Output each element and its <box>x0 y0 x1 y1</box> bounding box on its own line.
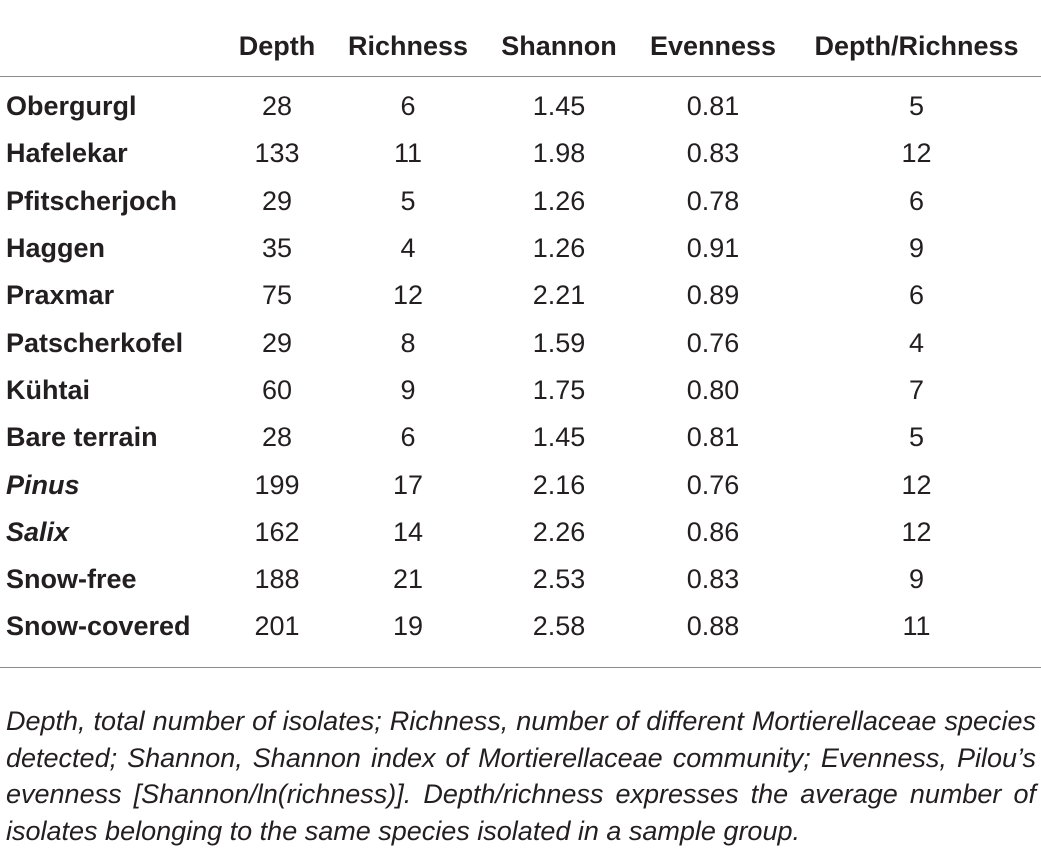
cell-richness: 12 <box>392 280 424 311</box>
cell-depth-richness: 12 <box>901 516 932 547</box>
cell-shannon: 1.26 <box>532 233 586 264</box>
header-cell-shannon: Shannon <box>484 16 634 77</box>
cell-depth-richness: 9 <box>908 233 925 264</box>
row-label: Snow-covered <box>6 611 191 642</box>
table-body <box>0 77 1041 657</box>
row-label: Salix <box>6 516 70 547</box>
row-label: Haggen <box>6 233 106 264</box>
row-label: Snow-free <box>6 564 137 595</box>
cell-richness: 9 <box>400 374 416 405</box>
row-label: Pinus <box>6 469 80 500</box>
cell-depth-richness: 11 <box>902 611 931 642</box>
cell-depth: 162 <box>254 516 300 547</box>
cell-depth-richness: 12 <box>901 138 932 169</box>
cell-richness: 4 <box>400 233 416 264</box>
cell-depth-richness: 6 <box>908 185 925 216</box>
header-cell-label <box>0 16 222 77</box>
row-label: Praxmar <box>6 280 115 311</box>
row-label: Bare terrain <box>6 422 158 453</box>
cell-depth-richness: 5 <box>908 91 925 122</box>
header-cell-depth-richness: Depth/Richness <box>792 16 1041 77</box>
cell-evenness: 0.83 <box>686 138 740 169</box>
cell-richness: 6 <box>400 91 416 122</box>
cell-richness: 21 <box>392 564 424 595</box>
cell-depth: 29 <box>261 185 293 216</box>
cell-evenness: 0.86 <box>686 516 740 547</box>
header-row <box>0 16 1041 77</box>
table-row <box>0 461 1041 508</box>
cell-depth-richness: 9 <box>908 564 925 595</box>
cell-shannon: 2.21 <box>532 280 586 311</box>
table-row <box>0 367 1041 414</box>
cell-evenness: 0.80 <box>686 374 740 405</box>
cell-shannon: 1.59 <box>532 327 586 358</box>
header-cell-evenness: Evenness <box>634 16 792 77</box>
cell-shannon: 1.98 <box>532 138 586 169</box>
table-row <box>0 178 1041 225</box>
table-row <box>0 603 1041 656</box>
cell-richness: 17 <box>392 469 424 500</box>
table-row <box>0 272 1041 319</box>
row-label: Patscherkofel <box>6 327 184 358</box>
table-row <box>0 319 1041 366</box>
cell-depth: 199 <box>254 469 300 500</box>
cell-richness: 5 <box>400 185 416 216</box>
row-label: Kühtai <box>6 374 90 405</box>
row-label: Hafelekar <box>6 138 128 169</box>
row-label: Pfitscherjoch <box>6 185 178 216</box>
cell-depth: 60 <box>261 374 293 405</box>
cell-depth-richness: 12 <box>901 469 932 500</box>
cell-evenness: 0.81 <box>686 91 740 122</box>
table-row <box>0 509 1041 556</box>
cell-richness: 6 <box>400 422 416 453</box>
cell-shannon: 2.58 <box>532 611 586 642</box>
cell-evenness: 0.88 <box>686 611 740 642</box>
table-row <box>0 414 1041 461</box>
cell-depth: 29 <box>261 327 293 358</box>
table-bottom-rule <box>0 667 1041 668</box>
cell-depth-richness: 5 <box>908 422 925 453</box>
cell-depth: 133 <box>254 138 300 169</box>
cell-shannon: 2.16 <box>532 469 586 500</box>
cell-depth: 201 <box>254 611 300 642</box>
cell-depth: 75 <box>261 280 293 311</box>
table-row <box>0 556 1041 603</box>
cell-shannon: 1.26 <box>532 185 586 216</box>
cell-depth: 28 <box>261 422 293 453</box>
cell-depth-richness: 7 <box>908 374 925 405</box>
table-footnote: Depth, total number of isolates; Richness, number of different Mortierellaceae species detected; Shannon, Shannon index of Mortierellaceae community; Evenness, Pilou’s evenness [Shannon/ln(richness)]. Depth/richness expresses the average number of isolates belonging to the same species isolated in a sample group. <box>6 706 1036 846</box>
cell-shannon: 2.53 <box>532 564 586 595</box>
cell-shannon: 1.45 <box>532 422 586 453</box>
cell-shannon: 1.45 <box>532 91 586 122</box>
cell-depth: 188 <box>254 564 300 595</box>
cell-evenness: 0.89 <box>686 280 740 311</box>
cell-shannon: 2.26 <box>532 516 586 547</box>
data-table <box>0 16 1041 657</box>
cell-evenness: 0.91 <box>686 233 740 264</box>
cell-evenness: 0.83 <box>686 564 740 595</box>
cell-shannon: 1.75 <box>532 374 586 405</box>
cell-richness: 14 <box>392 516 424 547</box>
table-row <box>0 130 1041 177</box>
cell-evenness: 0.76 <box>686 469 740 500</box>
cell-depth-richness: 4 <box>908 327 925 358</box>
cell-evenness: 0.81 <box>686 422 740 453</box>
header-cell-richness: Richness <box>332 16 484 77</box>
cell-richness: 19 <box>392 611 424 642</box>
cell-evenness: 0.78 <box>686 185 740 216</box>
cell-evenness: 0.76 <box>686 327 740 358</box>
cell-richness: 11 <box>393 138 423 169</box>
cell-depth-richness: 6 <box>908 280 925 311</box>
row-label: Obergurgl <box>6 91 137 122</box>
header-cell-depth: Depth <box>222 16 332 77</box>
cell-depth: 35 <box>261 233 293 264</box>
cell-richness: 8 <box>400 327 416 358</box>
table-row <box>0 225 1041 272</box>
cell-depth: 28 <box>261 91 293 122</box>
table-row <box>0 77 1041 131</box>
